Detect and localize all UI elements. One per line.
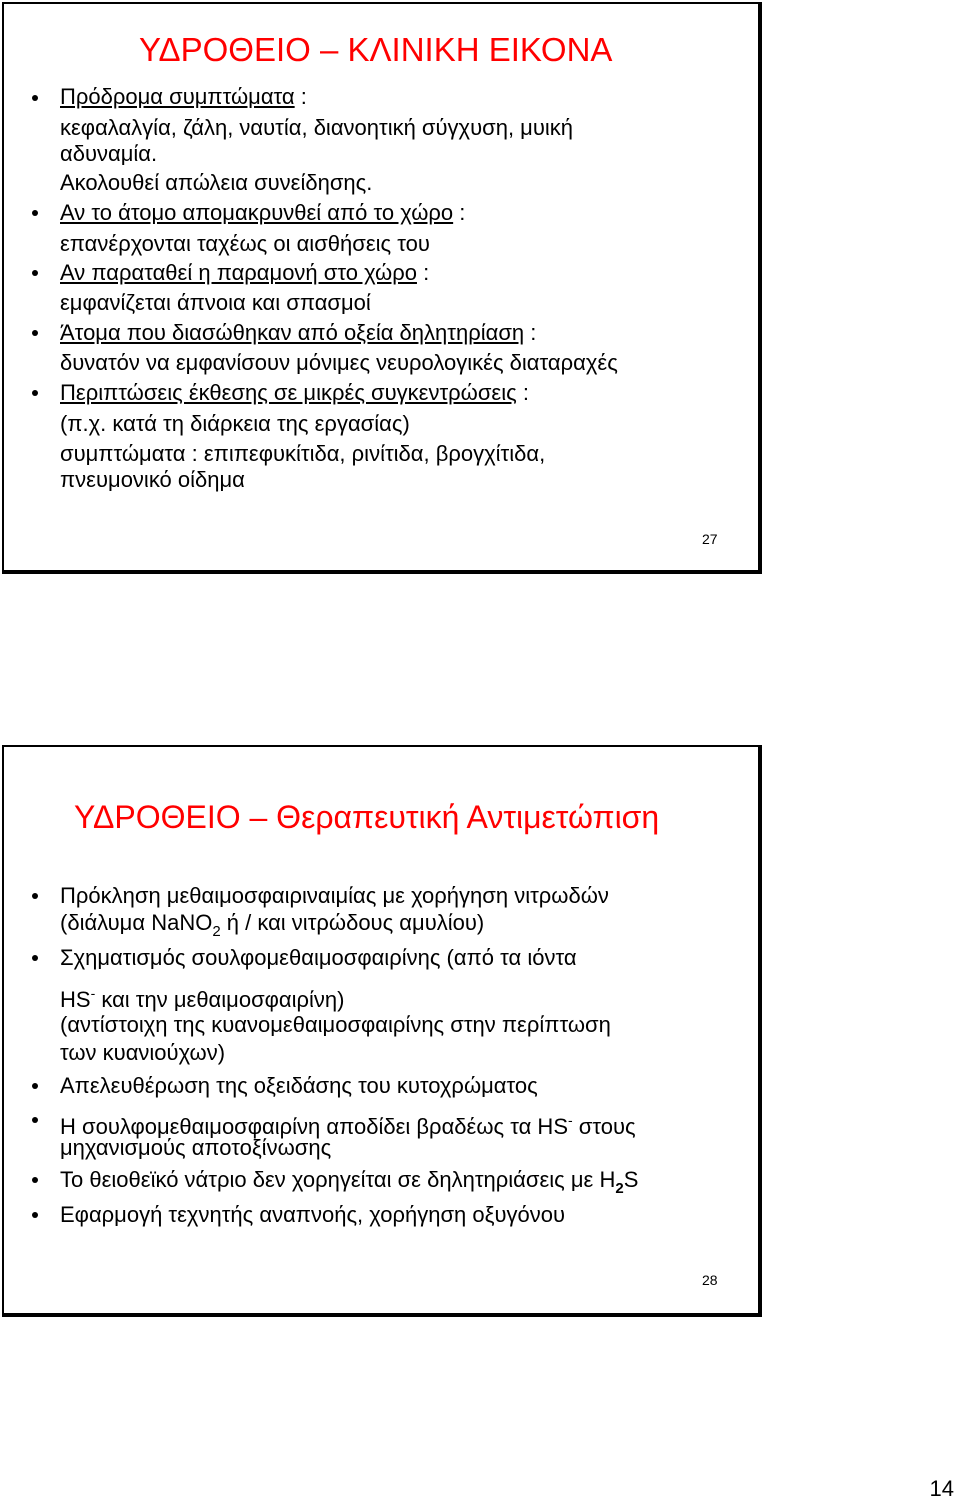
- bullet-low-concentration: [60, 380, 529, 406]
- text-line: αδυναμία.: [60, 141, 158, 166]
- text-line: [60, 1167, 638, 1202]
- slide-number: 28: [702, 1272, 718, 1288]
- bullet-heading: Πρόδρομα συμπτώματα: [60, 84, 295, 109]
- text-line: συμπτώματα : επιπεφυκίτιδα, ρινίτιδα, βρογχίτιδα,: [60, 441, 546, 466]
- bullet-dot: [32, 210, 38, 216]
- bullet-acute-poisoning: [60, 320, 536, 346]
- text-segment: ή / και νιτρώδους αμυλίου): [220, 910, 485, 935]
- bullet-dot: [32, 1083, 38, 1089]
- bullet-dot: [32, 955, 38, 961]
- text-line: Σχηματισμός σουλφομεθαιμοσφαιρίνης (από τα ιόντα: [60, 945, 577, 970]
- bullet-dot: [32, 1177, 38, 1183]
- bullet-heading: Περιπτώσεις έκθεσης σε μικρές συγκεντρώσεις: [60, 380, 517, 405]
- bullet-heading: Άτομα που διασώθηκαν από οξεία δηλητηρίαση: [60, 320, 525, 345]
- text-line: (αντίστοιχη της κυανομεθαιμοσφαιρίνης στην περίπτωση: [60, 1012, 611, 1037]
- text-line: δυνατόν να εμφανίσουν μόνιμες νευρολογικές διαταραχές: [60, 350, 618, 375]
- slide-title: ΥΔΡΟΘΕΙΟ – ΚΛΙΝΙΚΗ ΕΙΚΟΝΑ: [139, 31, 613, 68]
- slide-title: ΥΔΡΟΘΕΙΟ – Θεραπευτική Αντιμετώπιση: [74, 799, 660, 835]
- colon: :: [453, 200, 466, 225]
- bullet-dot: [32, 390, 38, 396]
- text-line: εμφανίζεται άπνοια και σπασμοί: [60, 290, 371, 315]
- slide-28: [2, 745, 762, 1317]
- colon: :: [416, 260, 430, 285]
- text-line: επανέρχονται ταχέως οι αισθήσεις του: [60, 231, 430, 256]
- text-line: Εφαρμογή τεχνητής αναπνοής, χορήγηση οξυγόνου: [60, 1202, 565, 1227]
- bullet-removed-from-area: [60, 200, 465, 226]
- text-line: πνευμονικό οίδημα: [60, 467, 245, 492]
- bullet-dot: [32, 270, 38, 276]
- bullet-heading: Αν παραταθεί η παραμονή στο χώρο: [60, 260, 417, 285]
- colon: :: [294, 84, 307, 109]
- slide-number: 27: [702, 531, 718, 547]
- text-segment: S: [623, 1167, 639, 1192]
- subscript: 2: [212, 923, 221, 940]
- bullet-dot: [32, 1212, 38, 1218]
- text-line: Απελευθέρωση της οξειδάσης του κυτοχρώματος: [60, 1073, 538, 1098]
- text-line: κεφαλαλγία, ζάλη, ναυτία, διανοητική σύγχυση, μυική: [60, 115, 573, 140]
- colon: :: [524, 320, 537, 345]
- text-line: [60, 980, 345, 1013]
- text-line: Ακολουθεί απώλεια συνείδησης.: [60, 170, 373, 195]
- colon: :: [516, 380, 529, 405]
- page-number: 14: [929, 1476, 954, 1501]
- text-line: [60, 910, 484, 945]
- bullet-prodromal-symptoms: [60, 84, 307, 110]
- bullet-heading: Αν το άτομο απομακρυνθεί από το χώρο: [60, 200, 454, 225]
- subscript: 2: [615, 1180, 624, 1197]
- text-line: Πρόκληση μεθαιμοσφαιριναιμίας με χορήγηση νιτρωδών: [60, 883, 609, 908]
- bullet-dot: [32, 95, 38, 101]
- superscript: -: [90, 985, 96, 1001]
- bullet-dot: [32, 893, 38, 899]
- text-segment: στους: [572, 1114, 636, 1139]
- superscript: -: [568, 1112, 573, 1128]
- bullet-prolonged-stay: [60, 260, 429, 286]
- text-line: (π.χ. κατά τη διάρκεια της εργασίας): [60, 411, 410, 436]
- text-segment: και την μεθαιμοσφαιρίνη): [95, 987, 345, 1012]
- text-segment: HS: [60, 987, 91, 1012]
- bullet-dot: [32, 330, 38, 336]
- text-line: μηχανισμούς αποτοξίνωσης: [60, 1135, 332, 1160]
- text-line: των κυανιούχων): [60, 1040, 226, 1065]
- text-segment: (διάλυμα NaNO: [60, 910, 213, 935]
- slide-27: [2, 2, 762, 574]
- text-segment: Η σουλφομεθαιμοσφαιρίνη αποδίδει βραδέως τα HS: [60, 1114, 568, 1139]
- bullet-dot: [32, 1117, 38, 1123]
- text-segment: Το θειοθεϊκό νάτριο δεν χορηγείται σε δηλητηριάσεις με H: [60, 1167, 616, 1192]
